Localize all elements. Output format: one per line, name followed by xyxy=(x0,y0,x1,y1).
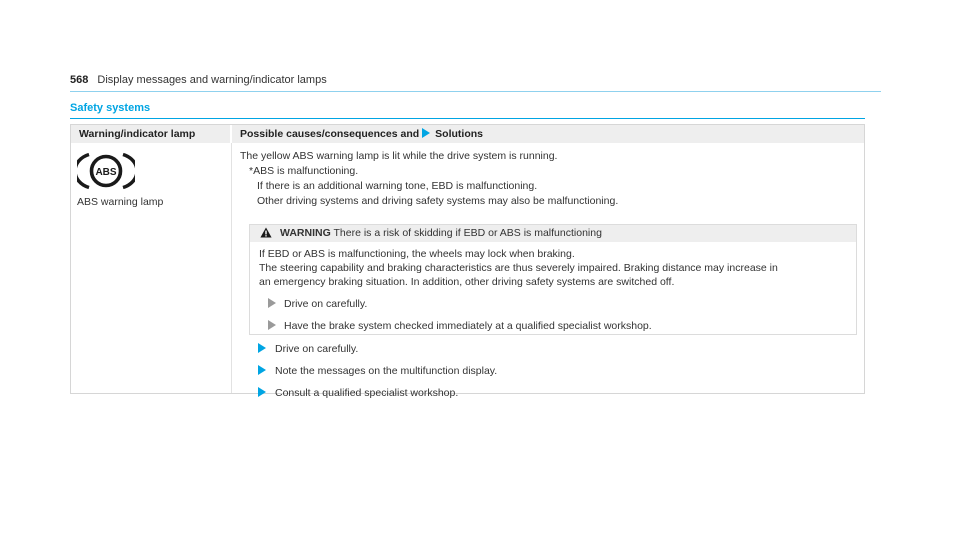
warning-step-text: Have the brake system checked immediately at a qualified specialist workshop. xyxy=(284,320,652,332)
page-number: 568 xyxy=(70,74,89,86)
warning-line: If EBD or ABS is malfunctioning, the wheels may lock when braking. xyxy=(259,248,575,260)
abs-icon-text: ABS xyxy=(95,167,117,178)
warning-line: an emergency braking situation. In addition, other driving safety systems are switched off. xyxy=(259,276,675,288)
warning-box xyxy=(249,224,857,335)
action-item xyxy=(249,364,497,378)
step-arrow-icon xyxy=(268,320,276,330)
action-item xyxy=(249,342,497,356)
action-arrow-icon xyxy=(258,387,266,397)
lamp-label: ABS warning lamp xyxy=(77,196,164,208)
header-divider xyxy=(70,91,881,92)
warning-triangle-icon xyxy=(260,227,272,244)
warning-title: There is a risk of skidding if EBD or ABS is malfunctioning xyxy=(333,227,602,239)
description-line: Other driving systems and driving safety systems may also be malfunctioning. xyxy=(257,195,619,207)
column-header-lamp: Warning/indicator lamp xyxy=(71,125,230,143)
action-text: Drive on carefully. xyxy=(275,343,359,355)
description-line: *ABS is malfunctioning. xyxy=(249,165,359,177)
warning-body xyxy=(250,242,856,333)
arrow-right-icon xyxy=(422,128,430,138)
section-divider xyxy=(70,118,865,119)
page-header xyxy=(70,74,327,86)
action-item xyxy=(249,386,497,400)
description-line: The yellow ABS warning lamp is lit while the drive system is running. xyxy=(240,150,558,162)
description-line: If there is an additional warning tone, EBD is malfunctioning. xyxy=(257,180,538,192)
abs-warning-lamp-icon xyxy=(77,150,135,197)
warning-step-text: Drive on carefully. xyxy=(284,298,368,310)
action-arrow-icon xyxy=(258,343,266,353)
step-arrow-icon xyxy=(268,298,276,308)
warning-step xyxy=(259,319,846,333)
column-header-solutions: Solutions xyxy=(435,128,484,140)
warning-lamp-table xyxy=(70,124,865,399)
column-header-causes xyxy=(232,125,864,143)
warning-header xyxy=(250,225,856,242)
section-title: Safety systems xyxy=(70,102,151,114)
page-header-title: Display messages and warning/indicator lamps xyxy=(97,74,327,86)
action-arrow-icon xyxy=(258,365,266,375)
actions-list xyxy=(249,342,497,408)
column-divider xyxy=(231,143,232,393)
action-text: Consult a qualified specialist workshop. xyxy=(275,387,459,399)
warning-line: The steering capability and braking characteristics are thus severely impaired. Braking distance may increase in xyxy=(259,262,778,274)
column-header-causes-text: Possible causes/consequences and xyxy=(240,128,420,140)
warning-label: WARNING xyxy=(280,227,331,239)
warning-step xyxy=(259,297,846,311)
description-block xyxy=(240,149,860,209)
action-text: Note the messages on the multifunction display. xyxy=(275,365,498,377)
